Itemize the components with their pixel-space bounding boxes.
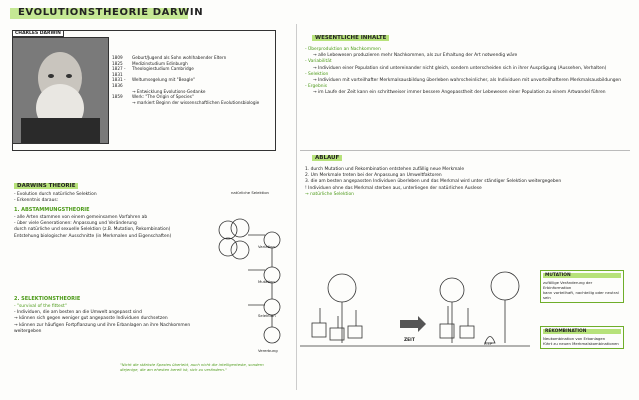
wesentliche-heading: WESENTLICHE INHALTE (312, 35, 389, 41)
giraffe-sketch (210, 195, 290, 353)
item-title: - Überproduktion an Nachkommen (305, 47, 381, 52)
rekombination-head: REKOMBINATION (543, 329, 621, 334)
selection-figure (210, 190, 290, 355)
rip-label: R.I.P (484, 341, 493, 346)
figure-caption: natürliche Selektion (231, 190, 269, 195)
darwin-theory-heading: DARWINS THEORIE (14, 183, 78, 189)
theory-intro: - Evolution durch natürliche Selektion - Erkenntnis daraus: (14, 192, 97, 204)
fig-label-variation: Variation (258, 244, 275, 249)
section-rule (300, 150, 630, 151)
giraffe-evolution-illustration (300, 268, 535, 358)
timeline (112, 55, 272, 105)
selektion-title: 2. SELEKTIONSTHEORIE (14, 296, 81, 302)
timeline-row: 1827 - 1831 Theologiestudium Cambridge (112, 66, 194, 77)
darwin-portrait (12, 37, 109, 144)
timeline-row: 1809 Geburt/Jugend als Sohn wohlhabender Eltern (112, 55, 227, 60)
fig-label-vererbung: Vererbung (258, 348, 278, 353)
item-title: - Selektion (305, 71, 329, 77)
item-text: → im Laufe der Zeit kann ein schrittweiser immer bessere Angepasstheit der Lebewesen einer Population zu einem Artwandel führen (313, 90, 606, 96)
selektion-text: - "survival of the fittest" - Individuen, die am besten an die Umwelt angepasst sind → können sich gegen weniger gut angepasste Individuen durchsetzen → können zur häufigen Fortpflanzung und ihre Erbanlagen an ihre Nachkommen weitergeben (14, 304, 191, 334)
item-text: → Individuen mit vorteilhafter Merkmalsausbildung überleben wahrscheinlicher, als Individuen mit unvorteilhafteren Merkmalsausbildungen (313, 78, 622, 84)
page-title: EVOLUTIONSTHEORIE DARWIN (18, 7, 204, 18)
item-text: → Individuen einer Population sind untereinander nicht gleich, sondern unterscheiden sich in ihrer Ausprägung (Aussehen, Verhalten) (313, 65, 607, 71)
portrait-label: CHARLES DARWIN (12, 30, 64, 37)
timeline-row: → markiert Beginn der wissenschaftlichen Evolutionsbiologie (132, 99, 260, 105)
timeline-row: 1831 - 1836 Weltumsegelung mit "Beagle" (112, 77, 195, 88)
ablauf-heading: ABLAUF (312, 155, 342, 161)
portrait-image (13, 38, 108, 143)
timeline-row: → Entwicklung Evolutions-Gedanke (132, 88, 206, 94)
wesentliche-list (305, 47, 625, 97)
mutation-box: MUTATION zufällige Veränderung der Erbinformation kann vorteilhaft, nachteilig oder neutral sein (540, 270, 624, 303)
abstammung-title: 1. ABSTAMMUNGSTHEORIE (14, 207, 90, 213)
ablauf-list: 1. durch Mutation und Rekombination entstehen zufällig neue Merkmale 2. Um Merkmale treten bei der Anpassung an Umweltfaktoren 3. die am besten angepassten Individuen überleben und das Merkmal wird unter ständiger Selektion weitergegeben ! Individuen ohne das Merkmal sterben aus, unterliegen der natürlichen Auslese → natürliche Selektion (305, 167, 562, 197)
item-title: - Variabilität (305, 59, 332, 65)
rekombination-box: REKOMBINATION Neukombination von Erbanlagen führt zu neuen Merkmalskombinationen (540, 326, 624, 349)
timeline-row: 1825 Medizinstudium Edinburgh (112, 60, 188, 66)
fig-label-mutation: Mutation (258, 279, 275, 284)
item-title: - Ergebnis (305, 84, 328, 90)
fig-label-selektion: Selektion (258, 313, 276, 318)
quote-note: "Nicht die stärkste Spezies überlebt, auch nicht die intelligenteste, sondern diejenige, die am ehesten bereit ist, sich zu verändern." (120, 362, 264, 372)
mutation-head: MUTATION (543, 273, 621, 278)
item-text: → alle Lebewesen produzieren mehr Nachkommen, als zur Erhaltung der Art notwendig wäre (313, 53, 518, 59)
zeit-label: ZEIT (404, 338, 415, 343)
timeline-row: 1859 Werk: "The Origin of Species" (112, 94, 194, 100)
abstammung-text: - alle Arten stammen von einem gemeinsamen Vorfahren ab - über viele Generationen: Anpassung und Veränderung durch natürliche und sexuelle Selektion (z.B. Mutation, Rekombination) Entstehung biologischer Ausschnitte (in Merkmalen und Eigenschaften) (14, 215, 172, 239)
column-divider (296, 24, 297, 390)
